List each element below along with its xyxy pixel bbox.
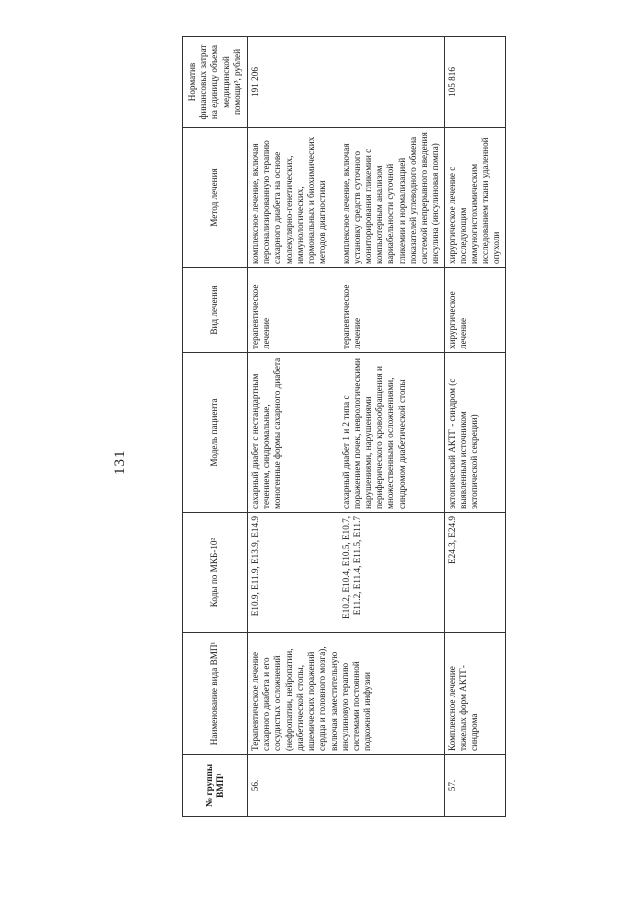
- icd-codes: E10.2, E10.4, E10.5, E10.7, E11.2, E11.4, E11.5, E11.7: [331, 513, 444, 633]
- icd-codes: E24.3, E24.9: [444, 513, 505, 633]
- col-header-treatment-type: Вид лечения: [183, 268, 248, 353]
- col-header-icd-codes: Коды по МКБ-10²: [183, 513, 248, 633]
- col-header-patient-model: Модель пациента: [183, 353, 248, 513]
- group-number: 56.: [248, 755, 445, 817]
- col-header-treatment-method: Метод лечения: [183, 128, 248, 268]
- treatment-method: комплексное лечение, включая персонализированную терапию сахарного диабета на основе молекулярно-генетических, иммунологических, гормональных и биохимических методов диагностики: [248, 128, 331, 268]
- page-number: 131: [112, 449, 128, 475]
- col-header-vmp-name: Наименование вида ВМП¹: [183, 633, 248, 755]
- treatment-type: хирургическое лечение: [444, 268, 505, 353]
- col-header-cost-norm: Норматив финансовых затрат на единицу объема медицинской помощи³, рублей: [183, 37, 248, 128]
- vmp-name: Терапевтическое лечение сахарного диабета и его сосудистых осложнений (нефропатии, нейропатии, диабетической стопы, ишемических поражений сердца и головного мозга), включая заместительную инсулиновую терапию системами постоянной подкожной инфузии: [248, 633, 445, 755]
- vmp-name: Комплексное лечение тяжелых форм АКТГ-синдрома: [444, 633, 505, 755]
- icd-codes: E10.9, E11.9, E13.9, E14.9: [248, 513, 331, 633]
- table-header-row: [183, 37, 248, 817]
- treatment-type: терапевтическое лечение: [248, 268, 331, 353]
- table-row: [444, 37, 505, 817]
- group-number: 57.: [444, 755, 505, 817]
- treatment-type: терапевтическое лечение: [331, 268, 444, 353]
- table-row: [248, 37, 331, 817]
- patient-model: эктопический АКТГ - синдром (с выявленным источником эктопической секреции): [444, 353, 505, 513]
- treatment-method: хирургическое лечение с последующим иммуногистохимическим исследованием ткани удаленной опухоли: [444, 128, 505, 268]
- vmp-table: [182, 36, 506, 817]
- patient-model: сахарный диабет 1 и 2 типа с поражением почек, неврологическими нарушениями, нарушениями периферического кровообращения и множественными осложнениями, синдромом диабетической стопы: [331, 353, 444, 513]
- col-header-group-number: № группы ВМП¹: [183, 755, 248, 817]
- patient-model: сахарный диабет с нестандартным течением, синдромальные, моногенные формы сахарного диабета: [248, 353, 331, 513]
- cost-norm: 191 206: [248, 37, 445, 128]
- cost-norm: 105 816: [444, 37, 505, 128]
- treatment-method: комплексное лечение, включая установку средств суточного мониторирования гликемии с компьютерным анализом вариабельности суточной гликемии и нормализацией показателей углеводного обмена системой непрерывного введения инсулина (инсулиновая помпа): [331, 128, 444, 268]
